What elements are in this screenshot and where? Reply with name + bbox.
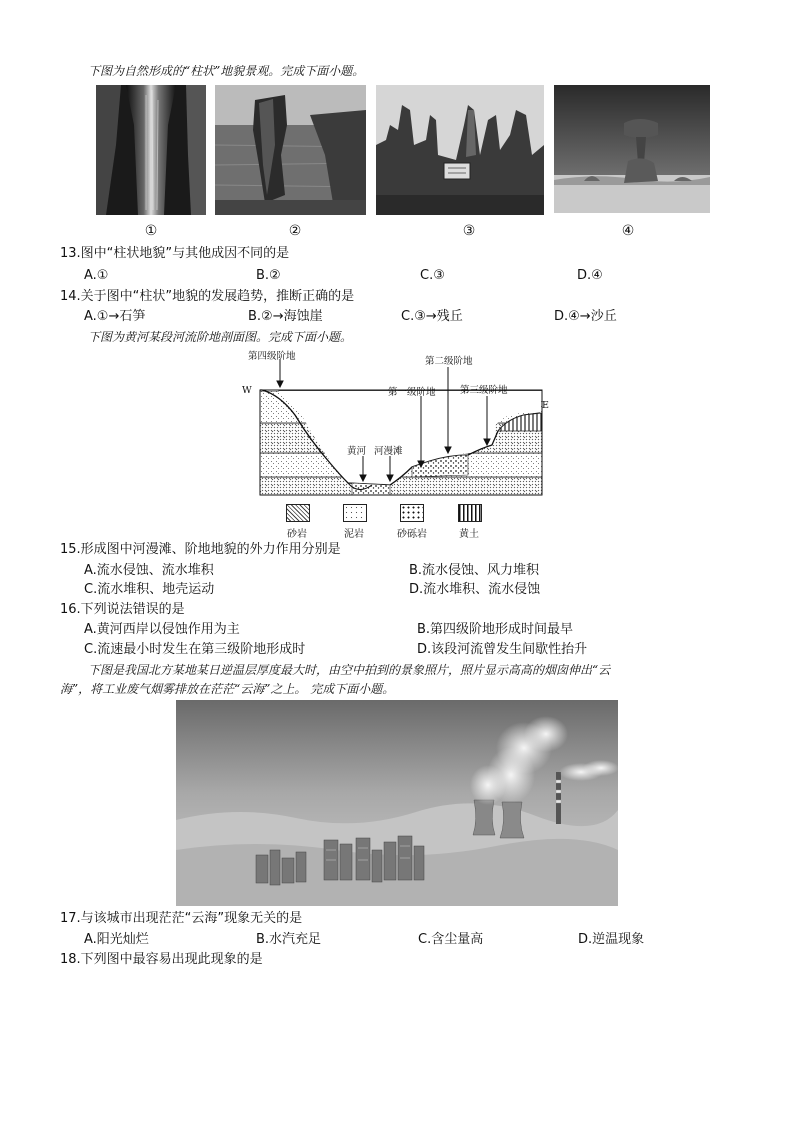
q18-stem: 18.下列图中最容易出现此现象的是 bbox=[60, 952, 263, 967]
photo-cave-stalactite bbox=[96, 85, 206, 215]
intro-text-2: 下图为黄河某段河流阶地剖面图。完成下面小题。 bbox=[88, 330, 353, 344]
q14-option-d: D.④→沙丘 bbox=[554, 309, 617, 324]
intro-text-1: 下图为自然形成的“柱状”地貌景观。完成下面小题。 bbox=[88, 64, 365, 78]
legend-label-conglomerate: 砂砾岩 bbox=[397, 529, 427, 540]
legend-label-mudstone: 泥岩 bbox=[344, 529, 364, 540]
q15-option-a: A.流水侵蚀、流水堆积 bbox=[84, 563, 214, 578]
legend-swatch-mudstone bbox=[343, 504, 367, 522]
q15-option-b: B.流水侵蚀、风力堆积 bbox=[409, 563, 540, 578]
q17-option-a: A.阳光灿烂 bbox=[84, 932, 149, 947]
label-terrace-3: 第三级阶地 bbox=[460, 385, 508, 396]
label-east: E bbox=[542, 400, 549, 411]
photo-label-4: ④ bbox=[621, 223, 635, 239]
q13-stem: 13.图中“柱状地貌”与其他成因不同的是 bbox=[60, 246, 290, 261]
legend-swatch-conglomerate bbox=[400, 504, 424, 522]
photo-stone-forest bbox=[376, 85, 544, 215]
legend-swatch-sandstone bbox=[286, 504, 310, 522]
q16-option-b: B.第四级阶地形成时间最早 bbox=[417, 622, 574, 637]
q17-option-c: C.含尘量高 bbox=[418, 932, 484, 947]
photo-label-2: ② bbox=[288, 223, 302, 239]
label-floodplain: 河漫滩 bbox=[374, 446, 403, 457]
label-terrace-2: 第二级阶地 bbox=[425, 356, 473, 367]
q13-option-d: D.④ bbox=[577, 268, 603, 283]
q15-stem: 15.形成图中河漫滩、阶地地貌的外力作用分别是 bbox=[60, 542, 341, 557]
q14-stem: 14.关于图中“柱状”地貌的发展趋势，推断正确的是 bbox=[60, 289, 355, 304]
q17-option-b: B.水汽充足 bbox=[256, 932, 322, 947]
photo-label-1: ① bbox=[144, 223, 158, 239]
photo-mushroom-rock bbox=[554, 85, 710, 213]
q15-option-d: D.流水堆积、流水侵蚀 bbox=[409, 582, 541, 597]
label-yellow-river: 黄河 bbox=[347, 446, 367, 457]
legend-label-loess: 黄土 bbox=[459, 529, 479, 540]
photo-cloud-sea-chimneys bbox=[176, 700, 618, 906]
q15-option-c: C.流水堆积、地壳运动 bbox=[84, 582, 215, 597]
legend-swatch-loess bbox=[458, 504, 482, 522]
q17-stem: 17.与该城市出现茫茫“云海”现象无关的是 bbox=[60, 911, 303, 926]
q13-option-a: A.① bbox=[84, 268, 109, 283]
q13-option-b: B.② bbox=[256, 268, 281, 283]
photo-sea-stack bbox=[215, 85, 366, 215]
q14-option-c: C.③→残丘 bbox=[401, 309, 463, 324]
q14-option-a: A.①→石笋 bbox=[84, 309, 146, 324]
intro-text-3-line-1: 下图是我国北方某地某日逆温层厚度最大时，由空中拍到的景象照片，照片显示高高的烟囱伸出“云 bbox=[88, 663, 611, 677]
q13-option-c: C.③ bbox=[420, 268, 445, 283]
q16-option-c: C.流速最小时发生在第三级阶地形成时 bbox=[84, 642, 306, 657]
q14-option-b: B.②→海蚀崖 bbox=[248, 309, 323, 324]
q16-option-a: A.黄河西岸以侵蚀作用为主 bbox=[84, 622, 240, 637]
photo-label-3: ③ bbox=[462, 223, 476, 239]
label-terrace-4: 第四级阶地 bbox=[248, 351, 296, 362]
label-west: W bbox=[242, 385, 252, 396]
q16-stem: 16.下列说法错误的是 bbox=[60, 602, 185, 617]
label-terrace-1: 第一级阶地 bbox=[388, 387, 436, 398]
legend-label-sandstone: 砂岩 bbox=[287, 529, 307, 540]
intro-text-3-line-2: 海”，将工业废气烟雾排放在茫茫“云海”之上。 完成下面小题。 bbox=[60, 682, 395, 696]
q17-option-d: D.逆温现象 bbox=[578, 932, 645, 947]
q16-option-d: D.该段河流曾发生间歇性抬升 bbox=[417, 642, 588, 657]
